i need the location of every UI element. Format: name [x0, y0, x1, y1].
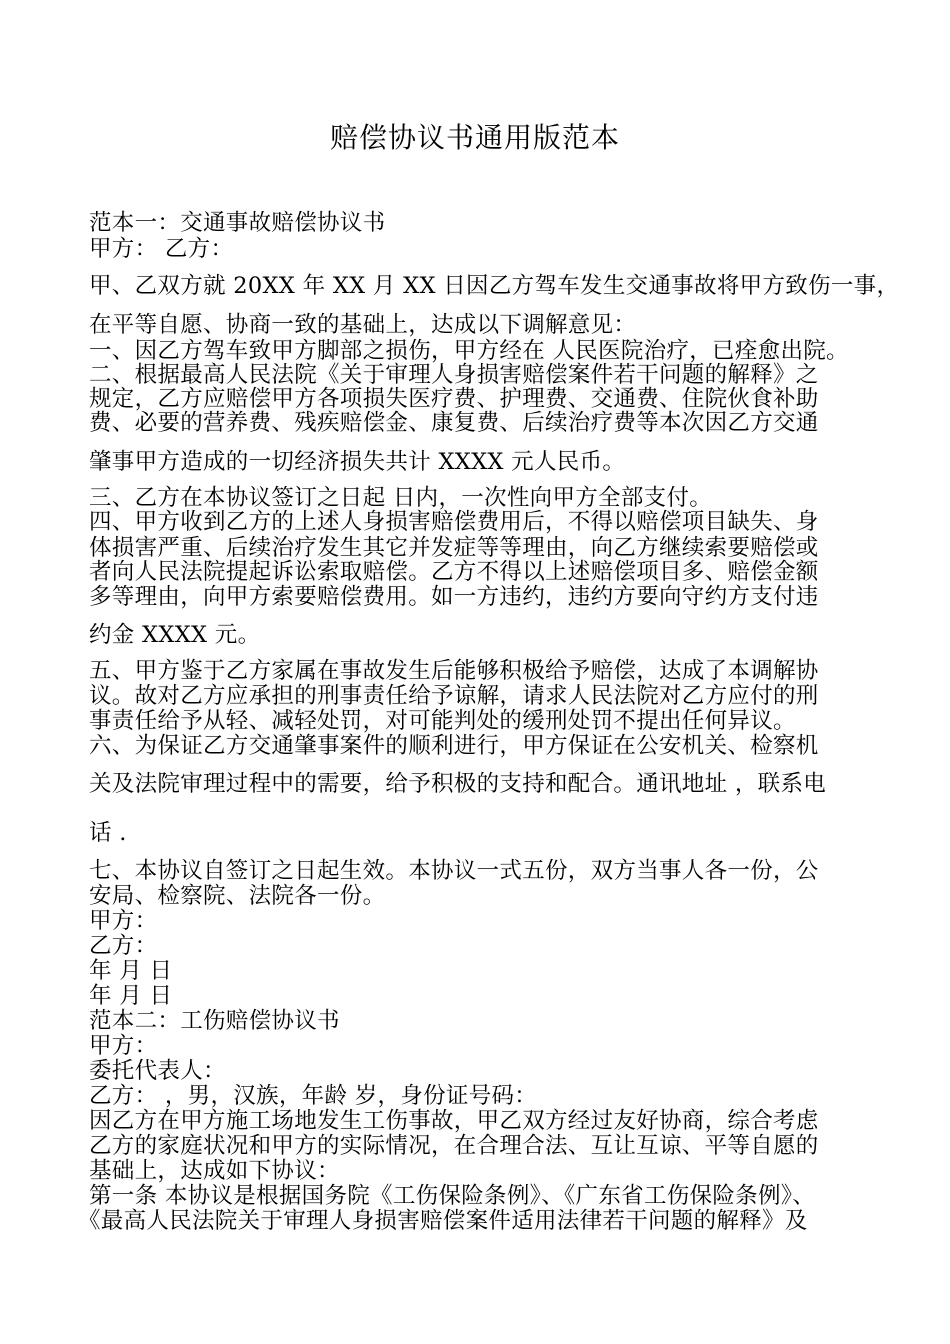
body-line: 年 月 日 [89, 983, 173, 1009]
body-line: 乙方： ，男，汉族，年龄 岁，身份证号码： [89, 1083, 538, 1109]
body-line: 体损害严重、后续治疗发生其它并发症等等理由，向乙方继续索要赔偿或 [89, 535, 819, 561]
body-line: 规定，乙方应赔偿甲方各项损失医疗费、护理费、交通费、住院伙食补助 [89, 386, 819, 412]
body-line: 七、本协议自签订之日起生效。本协议一式五份，双方当事人各一份，公 [89, 858, 819, 884]
body-line: 五、甲方鉴于乙方家属在事故发生后能够积极给予赔偿，达成了本调解协 [89, 658, 819, 684]
body-line: 年 月 日 [89, 958, 173, 984]
body-line: 三、乙方在本协议签订之日起 日内，一次性向甲方全部支付。 [89, 485, 713, 511]
body-line: 甲、乙双方就 20XX 年 XX 月 XX 日因乙方驾车发生交通事故将甲方致伤一事， [89, 273, 900, 299]
body-line: 甲方： [89, 1033, 158, 1059]
body-line: 基础上，达成如下协议： [89, 1158, 340, 1184]
body-line: 一、因乙方驾车致甲方脚部之损伤，甲方经在 人民医院治疗，已痊愈出院。 [89, 338, 849, 364]
document-title: 赔偿协议书通用版范本 [329, 121, 620, 154]
body-line: 议。故对乙方应承担的刑事责任给予谅解，请求人民法院对乙方应付的刑 [89, 683, 819, 709]
body-line: 事责任给予从轻、减轻处罚，对可能判处的缓刑处罚不提出任何异议。 [89, 708, 796, 734]
body-line: 费、必要的营养费、残疾赔偿金、康复费、后续治疗费等本次因乙方交通 [89, 410, 819, 436]
body-line: 者向人民法院提起诉讼索取赔偿。乙方不得以上述赔偿项目多、赔偿金额 [89, 559, 819, 585]
body-line: 范本二：工伤赔偿协议书 [89, 1008, 340, 1034]
body-line: 委托代表人： [89, 1058, 226, 1084]
body-line: 关及法院审理过程中的需要，给予积极的支持和配合。通讯地址 ，联系电 [89, 771, 827, 797]
body-line: 约金 XXXX 元。 [89, 622, 261, 648]
body-line: 乙方的家庭状况和甲方的实际情况，在合理合法、互让互谅、平等自愿的 [89, 1133, 819, 1159]
body-line: 话 . [89, 820, 127, 846]
body-line: 肇事甲方造成的一切经济损失共计 XXXX 元人民币。 [89, 449, 626, 475]
body-line: 甲方： 乙方： [89, 236, 234, 262]
body-line: 四、甲方收到乙方的上述人身损害赔偿费用后，不得以赔偿项目缺失、身 [89, 509, 819, 535]
body-line: 甲方： [89, 908, 158, 934]
body-line: 因乙方在甲方施工场地发生工伤事故，甲乙双方经过友好协商，综合考虑 [89, 1108, 819, 1134]
body-line: 《最高人民法院关于审理人身损害赔偿案件适用法律若干问题的解释》及 [78, 1208, 808, 1234]
body-line: 第一条 本协议是根据国务院《工伤保险条例》、《广东省工伤保险条例》、 [89, 1183, 816, 1209]
body-line: 二、根据最高人民法院《关于审理人身损害赔偿案件若干问题的解释》之 [89, 362, 819, 388]
body-line: 六、为保证乙方交通肇事案件的顺利进行，甲方保证在公安机关、检察机 [89, 733, 819, 759]
body-line: 在平等自愿、协商一致的基础上，达成以下调解意见： [89, 312, 637, 338]
body-line: 多等理由，向甲方索要赔偿费用。如一方违约，违约方要向守约方支付违 [89, 584, 819, 610]
body-line: 安局、检察院、法院各一份。 [89, 883, 386, 909]
body-line: 乙方： [89, 933, 158, 959]
body-line: 范本一：交通事故赔偿协议书 [89, 210, 386, 236]
